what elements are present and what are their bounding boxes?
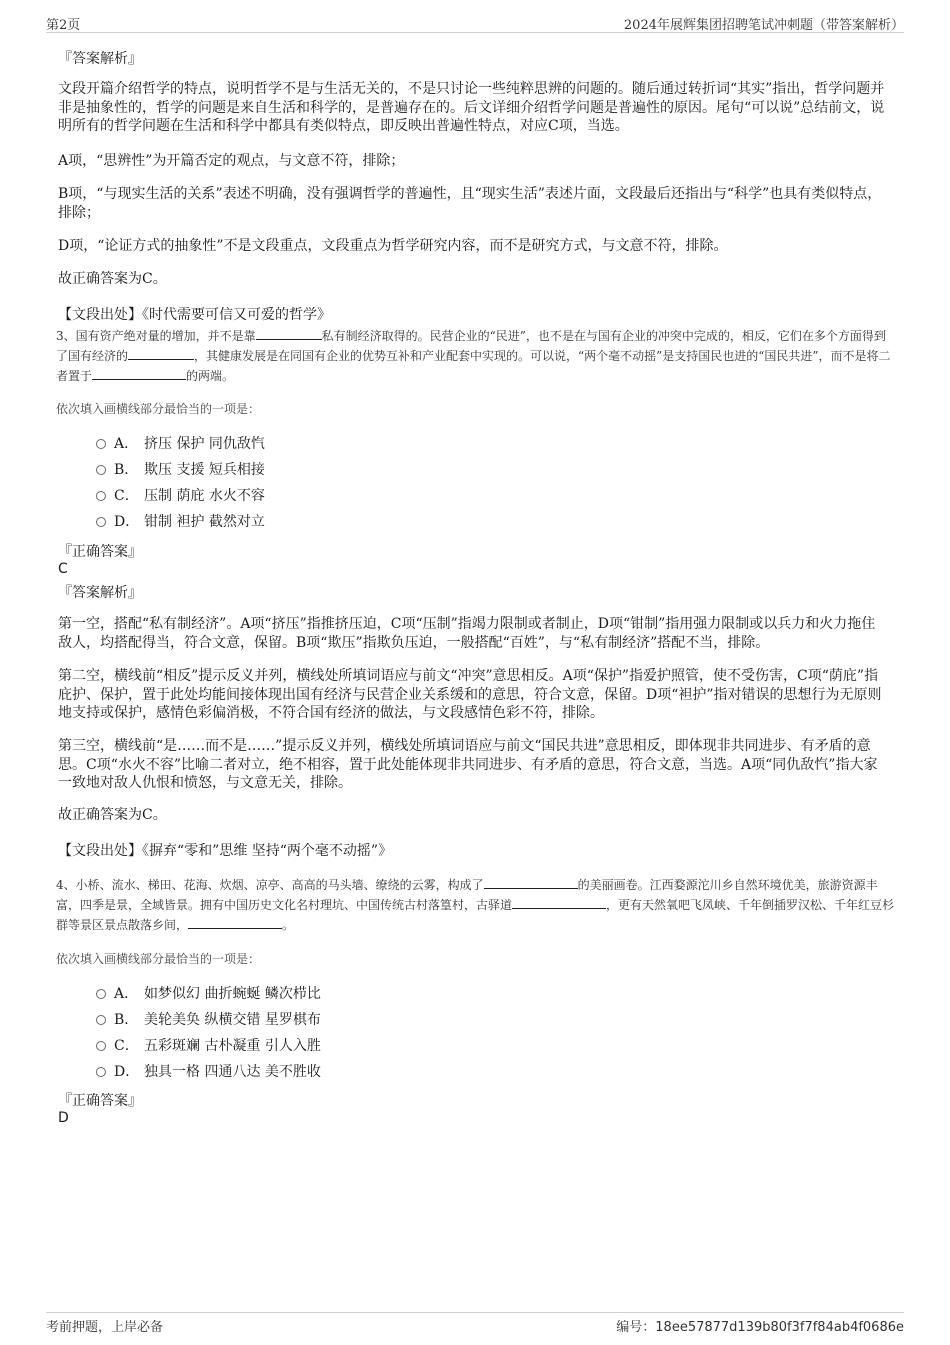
option-letter: B． [114, 1012, 139, 1028]
correct-answer-label: 『正确答案』 [58, 1093, 142, 1109]
option-text: 五彩斑斓 古朴凝重 引人入胜 [144, 1038, 321, 1054]
radio-icon[interactable] [96, 517, 106, 527]
q3-stem-part-3: ，其健康发展是在同国有企业的优势互补和产业配套中实现的。可以说，“两个毫不动摇”是支持国民也进的“国民共进”，而不是将二者置于 [56, 349, 891, 383]
q3-stem-part-4: 的两端。 [186, 369, 235, 383]
q4-stem-part-3: ，更有天然氧吧飞凤峡、千年倒插罗汉松、千年红豆杉群等景区景点散落乡间， [56, 898, 895, 932]
radio-icon[interactable] [96, 465, 106, 475]
radio-icon[interactable] [96, 1041, 106, 1051]
option-text: 压制 荫庇 水火不容 [144, 488, 265, 504]
option-letter: A． [114, 436, 139, 452]
q3-option-c[interactable] [96, 487, 265, 505]
q2-analysis-paragraph-3: B项，“与现实生活的关系”表述不明确，没有强调哲学的普遍性，且“现实生活”表述片面，文段最后还指出与“科学”也具有类似特点，排除； [58, 186, 882, 221]
q4-option-a[interactable] [96, 985, 321, 1003]
q2-analysis-paragraph-4: D项，“论证方式的抽象性”不是文段重点，文段重点为哲学研究内容，而不是研究方式，与文意不符，排除。 [58, 238, 728, 254]
option-text: 钳制 袒护 截然对立 [144, 514, 265, 530]
radio-icon[interactable] [96, 1015, 106, 1025]
q4-stem-part-2: 的美丽画卷。江西婺源沱川乡自然环境优美，旅游资源丰富，四季是景，全域皆景。拥有中国历史文化名村理坑、中国传统古村落篁村，古驿道 [56, 878, 878, 912]
q3-blank-3 [92, 368, 186, 380]
q3-blank-1 [256, 328, 322, 340]
q2-conclusion: 故正确答案为C。 [58, 271, 167, 287]
q3-stem [56, 326, 896, 386]
radio-icon[interactable] [96, 491, 106, 501]
page-number: 第2页 [46, 18, 81, 33]
document-code-value: 18ee57877d139b80f3f7f84ab4f0686e [655, 1320, 904, 1335]
analysis-label: 『答案解析』 [58, 51, 142, 67]
q3-stem-part-1: 3、国有资产绝对量的增加，并不是靠 [56, 329, 256, 343]
q4-blank-3 [188, 917, 282, 929]
q4-blank-1 [484, 877, 578, 889]
option-letter: C． [114, 488, 139, 504]
page-header [46, 10, 904, 33]
option-letter: D． [114, 514, 140, 530]
option-letter: C． [114, 1038, 139, 1054]
q3-analysis-paragraph-2: 第二空，横线前“相反”提示反义并列，横线处所填词语应与前文“冲突”意思相反。A项“保护”指爱护照管，使不受伤害，C项“荫庇”指庇护、保护，置于此处均能间接体现出国有经济与民营企业关系缓和的意思，符合文意，保留。D项“袒护”指对错误的思想行为无原则地支持或保护，感情色彩偏消极，不符合国有经济的做法，与文段感情色彩不符，排除。 [58, 668, 882, 721]
q3-option-d[interactable] [96, 513, 265, 531]
q4-option-d[interactable] [96, 1063, 321, 1081]
q3-source: 【文段出处】《摒弃“零和”思维 坚持“两个毫不动摇”》 [58, 843, 393, 859]
radio-icon[interactable] [96, 439, 106, 449]
q4-blank-2 [512, 897, 606, 909]
option-text: 美轮美奂 纵横交错 星罗棋布 [144, 1012, 321, 1028]
option-text: 独具一格 四通八达 美不胜收 [144, 1064, 321, 1080]
q4-stem-part-4: 。 [282, 918, 295, 932]
q3-stem-part-2: 私有制经济取得的。民营企业的“民进”，也不是在与国有企业的冲突中完成的，相反，它们在多个方面得到了国有经济的 [56, 329, 886, 363]
analysis-label: 『答案解析』 [58, 585, 142, 601]
q3-option-a[interactable] [96, 435, 265, 453]
q4-option-b[interactable] [96, 1011, 321, 1029]
q3-analysis-paragraph-3: 第三空，横线前“是……而不是……”提示反义并列，横线处所填词语应与前文“国民共进”意思相反，即体现非共同进步、有矛盾的意思。C项“水火不容”比喻二者对立，绝不相容，置于此处能体现非共同进步、有矛盾的意思，符合文意，当选。A项“同仇敌忾”指大家一致地对敌人仇恨和愤怒，与文意无关，排除。 [58, 738, 878, 791]
q3-instruction: 依次填入画横线部分最恰当的一项是： [56, 402, 261, 416]
option-letter: B． [114, 462, 139, 478]
q4-stem [56, 875, 896, 935]
q2-analysis-paragraph-1: 文段开篇介绍哲学的特点，说明哲学不是与生活无关的，不是只讨论一些纯粹思辨的问题的。随后通过转折词“其实”指出，哲学问题并非是抽象性的，哲学的问题是来自生活和科学的，是普遍存在的。后文详细介绍哲学问题是普遍性的原因。尾句“可以说”总结前文，说明所有的哲学问题在生活和科学中都具有类似特点，即反映出普遍性特点，对应C项，当选。 [58, 81, 885, 134]
q3-analysis-paragraph-1: 第一空，搭配“私有制经济”。A项“挤压”指推挤压迫，C项“压制”指竭力限制或者制止，D项“钳制”指用强力限制或以兵力和火力拖住敌人，均搭配得当，符合文意，保留。B项“欺压”指欺负压迫，一般搭配“百姓”，与“私有制经济”搭配不当，排除。 [58, 616, 876, 651]
page-footer [46, 1312, 904, 1337]
radio-icon[interactable] [96, 989, 106, 999]
option-text: 欺压 支援 短兵相接 [144, 462, 265, 478]
radio-icon[interactable] [96, 1067, 106, 1077]
q2-analysis-paragraph-2: A项，“思辨性”为开篇否定的观点，与文意不符，排除； [58, 153, 405, 169]
q4-instruction: 依次填入画横线部分最恰当的一项是： [56, 952, 261, 966]
correct-answer-label: 『正确答案』 [58, 544, 142, 560]
q3-option-b[interactable] [96, 461, 265, 479]
q3-blank-2 [128, 348, 194, 360]
q4-stem-part-1: 4、小桥、流水、梯田、花海、炊烟、凉亭、高高的马头墙、缭绕的云雾，构成了 [56, 878, 484, 892]
q3-correct-answer: C [58, 561, 68, 577]
document-code [616, 1316, 904, 1335]
document-title: 2024年展辉集团招聘笔试冲刺题（带答案解析） [623, 18, 904, 33]
option-text: 如梦似幻 曲折蜿蜒 鳞次栉比 [144, 986, 321, 1002]
option-text: 挤压 保护 同仇敌忾 [144, 436, 265, 452]
option-letter: A． [114, 986, 139, 1002]
q4-correct-answer: D [58, 1110, 69, 1126]
footer-slogan: 考前押题，上岸必备 [46, 1320, 164, 1335]
q2-source: 【文段出处】《时代需要可信又可爱的哲学》 [58, 307, 331, 323]
q4-option-c[interactable] [96, 1037, 321, 1055]
q3-conclusion: 故正确答案为C。 [58, 807, 167, 823]
option-letter: D． [114, 1064, 140, 1080]
document-code-label: 编号： [616, 1320, 656, 1335]
